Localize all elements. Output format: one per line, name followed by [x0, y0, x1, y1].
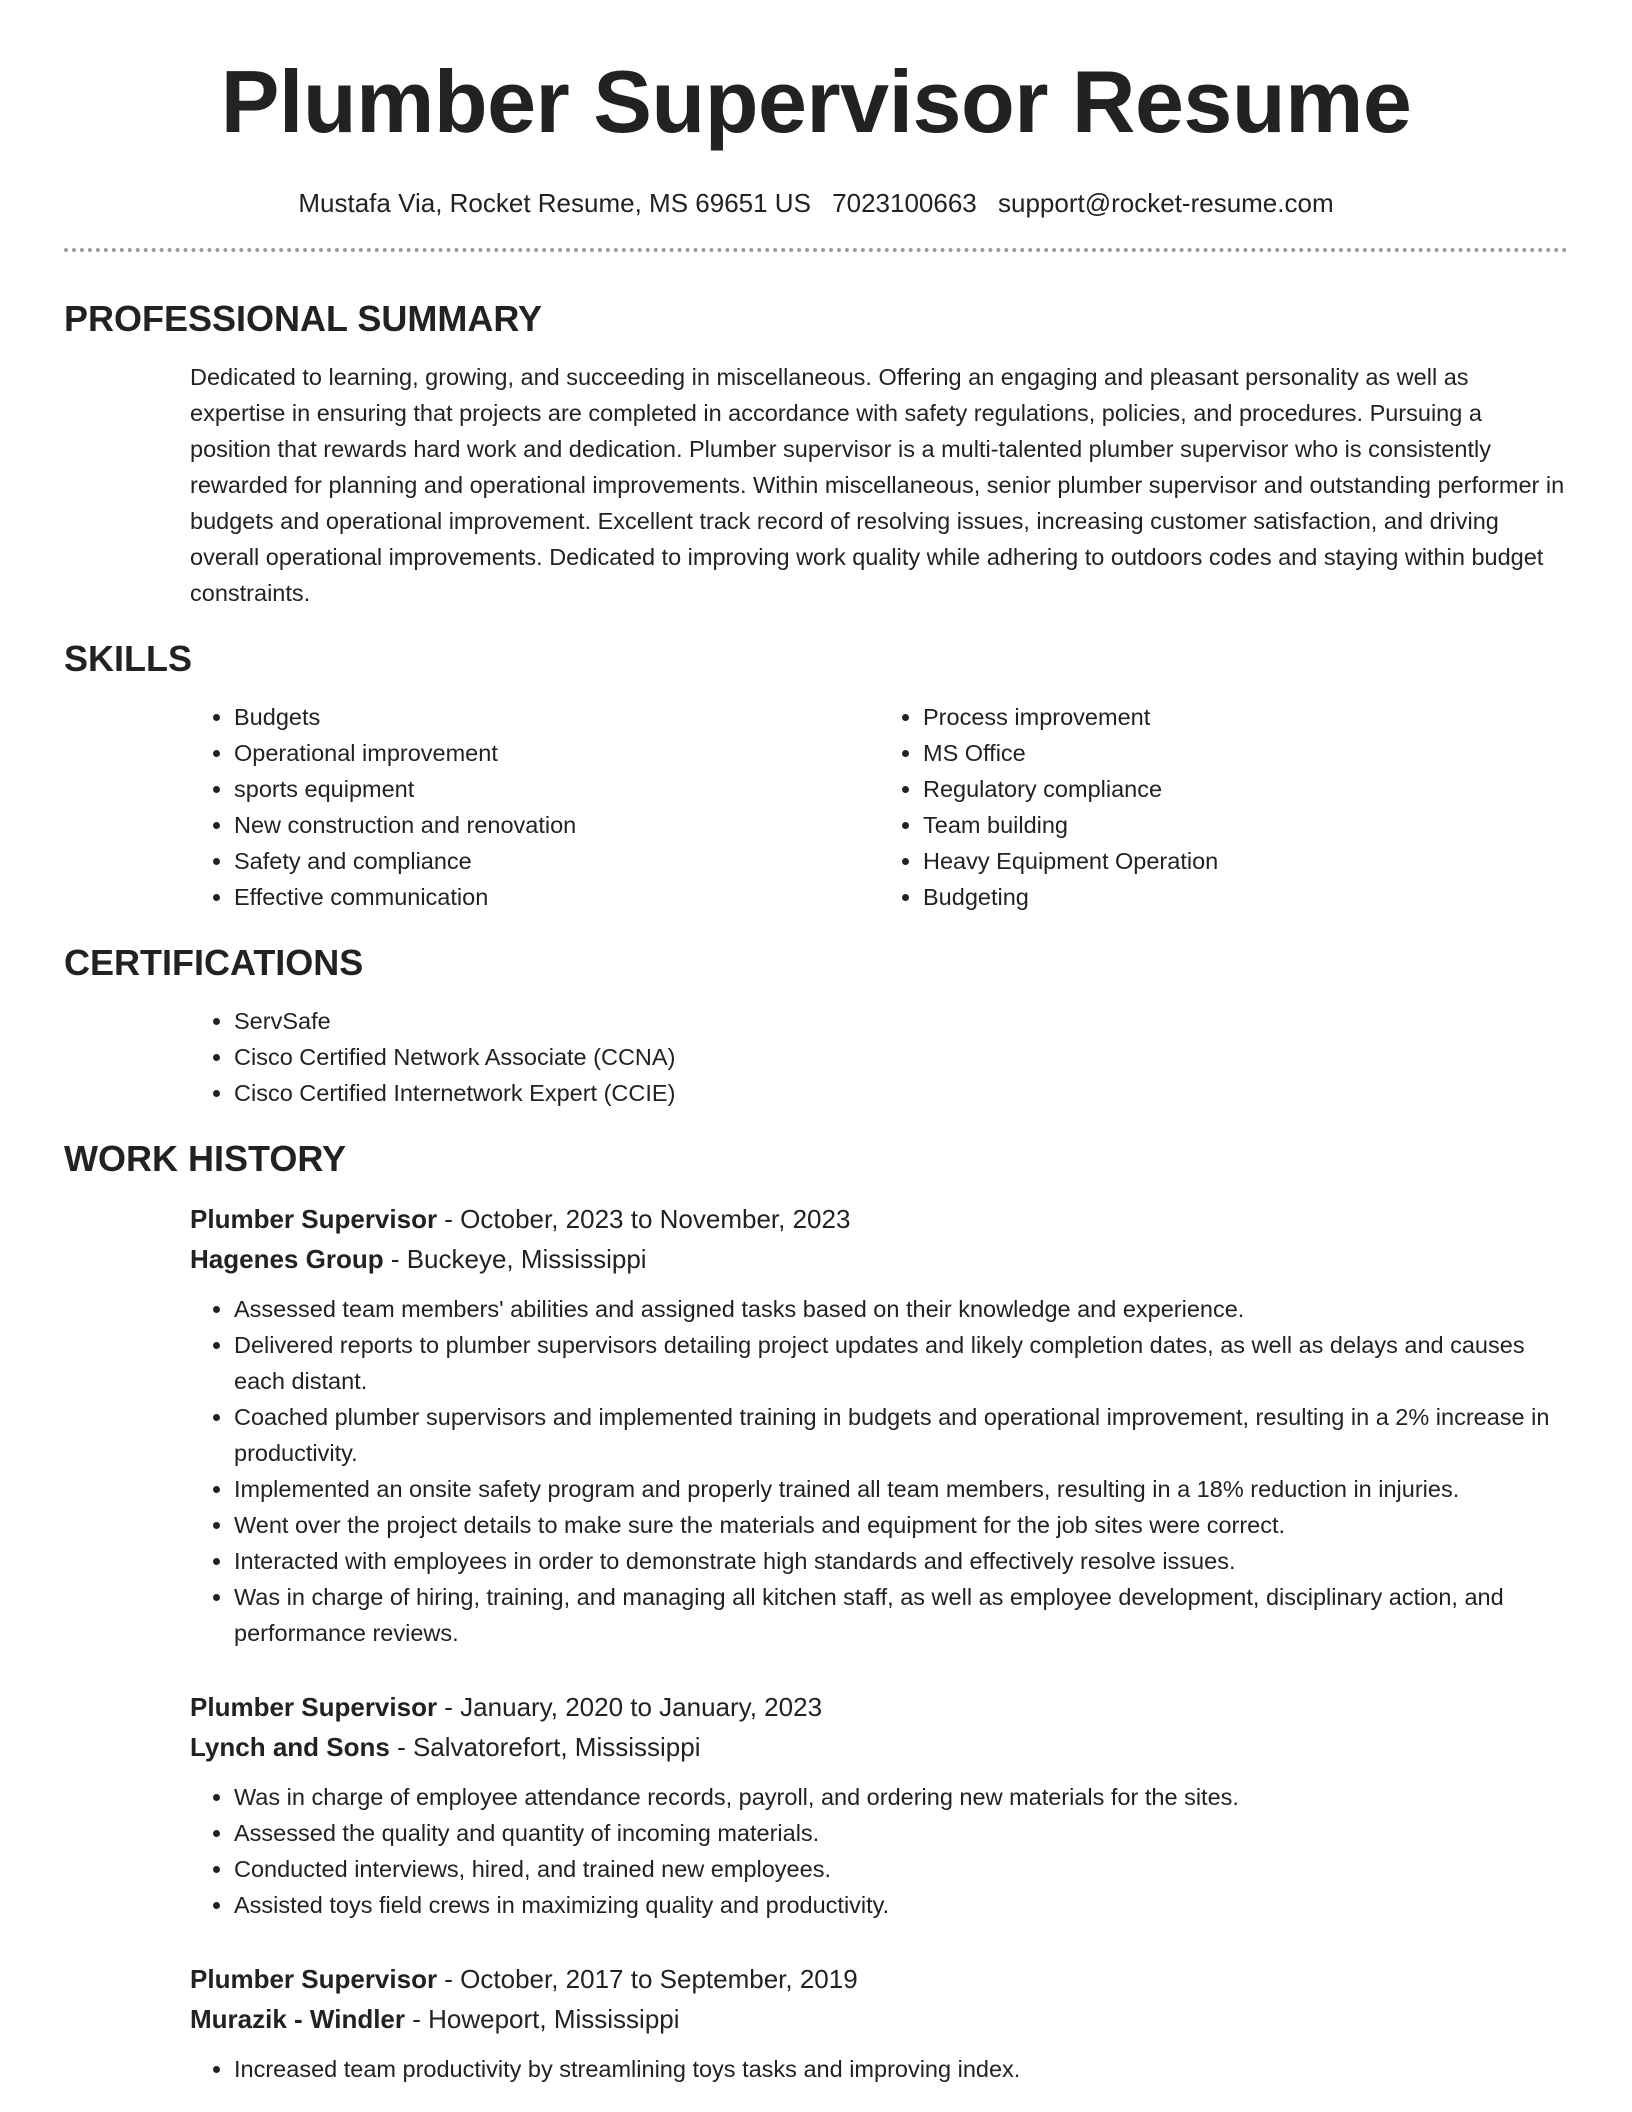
- job-entry: [190, 1959, 1568, 2087]
- skill-item: • Process improvement: [923, 699, 1568, 735]
- job-title: Plumber Supervisor: [190, 1964, 438, 1994]
- certification-item: • Cisco Certified Internetwork Expert (CCIE): [234, 1075, 1568, 1111]
- job-bullet: • Assisted toys field crews in maximizing quality and productivity.: [234, 1887, 1568, 1923]
- skill-item: • Heavy Equipment Operation: [923, 843, 1568, 879]
- job-title: Plumber Supervisor: [190, 1204, 438, 1234]
- skill-item: • Safety and compliance: [234, 843, 879, 879]
- contact-email: support@rocket-resume.com: [998, 188, 1334, 218]
- job-bullets: [190, 1779, 1568, 1923]
- skill-item: • Budgeting: [923, 879, 1568, 915]
- header-divider: [64, 248, 1568, 252]
- job-bullet: • Increased team productivity by streamlining toys tasks and improving index.: [234, 2051, 1568, 2087]
- job-location: - Buckeye, Mississippi: [383, 1244, 647, 1274]
- skill-item: • sports equipment: [234, 771, 879, 807]
- job-title-line: [190, 1199, 1568, 1239]
- job-entry: [190, 1687, 1568, 1923]
- job-bullet: • Implemented an onsite safety program and properly trained all team members, resulting in a 18% reduction in injuries.: [234, 1471, 1568, 1507]
- skill-item: • MS Office: [923, 735, 1568, 771]
- job-bullet: • Assessed team members' abilities and assigned tasks based on their knowledge and experience.: [234, 1291, 1568, 1327]
- job-dates: - October, 2017 to September, 2019: [437, 1964, 858, 1994]
- contact-line: [0, 188, 1632, 218]
- job-bullet: • Interacted with employees in order to demonstrate high standards and effectively resolve issues.: [234, 1543, 1568, 1579]
- job-location: - Salvatorefort, Mississippi: [389, 1732, 701, 1762]
- job-bullet: • Went over the project details to make sure the materials and equipment for the job sites were correct.: [234, 1507, 1568, 1543]
- contact-address: Mustafa Via, Rocket Resume, MS 69651 US: [298, 188, 811, 218]
- job-company: Murazik - Windler: [190, 2004, 406, 2034]
- contact-phone: 7023100663: [832, 188, 977, 218]
- skill-item: • Operational improvement: [234, 735, 879, 771]
- job-title-line: [190, 1959, 1568, 1999]
- certifications-heading: CERTIFICATIONS: [64, 942, 364, 983]
- skill-item: • Effective communication: [234, 879, 879, 915]
- job-company: Lynch and Sons: [190, 1732, 390, 1762]
- job-bullet: • Was in charge of employee attendance records, payroll, and ordering new materials for the sites.: [234, 1779, 1568, 1815]
- certifications-list: [190, 1003, 1568, 1111]
- job-bullet: • Assessed the quality and quantity of incoming materials.: [234, 1815, 1568, 1851]
- job-location: - Howeport, Mississippi: [405, 2004, 680, 2034]
- job-company: Hagenes Group: [190, 1244, 384, 1274]
- skills-column-left: [190, 699, 879, 915]
- summary-heading: PROFESSIONAL SUMMARY: [64, 298, 543, 339]
- certification-item: • ServSafe: [234, 1003, 1568, 1039]
- job-dates: - January, 2020 to January, 2023: [437, 1692, 823, 1722]
- job-bullet: • Was in charge of hiring, training, and managing all kitchen staff, as well as employee development, disciplinary action, and performance reviews.: [234, 1579, 1568, 1651]
- page-title: Plumber Supervisor Resume: [220, 52, 1412, 151]
- skills-list: [190, 699, 1568, 915]
- skills-column-right: [879, 699, 1568, 915]
- summary-text: Dedicated to learning, growing, and succeeding in miscellaneous. Offering an engaging and pleasant personality as well as expertise in ensuring that projects are completed in accordance with safety regulations, policies, and procedures. Pursuing a position that rewards hard work and dedication. Plumber supervisor is a multi-talented plumber supervisor who is consistently rewarded for planning and operational improvements. Within miscellaneous, senior plumber supervisor and outstanding performer in budgets and operational improvement. Excellent track record of resolving issues, increasing customer satisfaction, and driving overall operational improvements. Dedicated to improving work quality while adhering to outdoors codes and staying within budget constraints.: [190, 364, 1565, 606]
- work-history: [190, 1199, 1568, 2087]
- skills-heading: SKILLS: [64, 638, 193, 679]
- job-bullet: • Conducted interviews, hired, and trained new employees.: [234, 1851, 1568, 1887]
- job-entry: [190, 1199, 1568, 1651]
- skill-item: • New construction and renovation: [234, 807, 879, 843]
- work-history-heading: WORK HISTORY: [64, 1138, 347, 1179]
- job-bullets: [190, 2051, 1568, 2087]
- job-title-line: [190, 1687, 1568, 1727]
- job-company-line: [190, 1239, 1568, 1279]
- skill-item: • Regulatory compliance: [923, 771, 1568, 807]
- job-title: Plumber Supervisor: [190, 1692, 438, 1722]
- skill-item: • Team building: [923, 807, 1568, 843]
- job-bullet: • Coached plumber supervisors and implemented training in budgets and operational improvement, resulting in a 2% increase in productivity.: [234, 1399, 1568, 1471]
- skill-item: • Budgets: [234, 699, 879, 735]
- job-bullet: • Delivered reports to plumber supervisors detailing project updates and likely completion dates, as well as delays and causes each distant.: [234, 1327, 1568, 1399]
- job-company-line: [190, 1999, 1568, 2039]
- job-company-line: [190, 1727, 1568, 1767]
- certification-item: • Cisco Certified Network Associate (CCNA): [234, 1039, 1568, 1075]
- job-dates: - October, 2023 to November, 2023: [437, 1204, 851, 1234]
- job-bullets: [190, 1291, 1568, 1651]
